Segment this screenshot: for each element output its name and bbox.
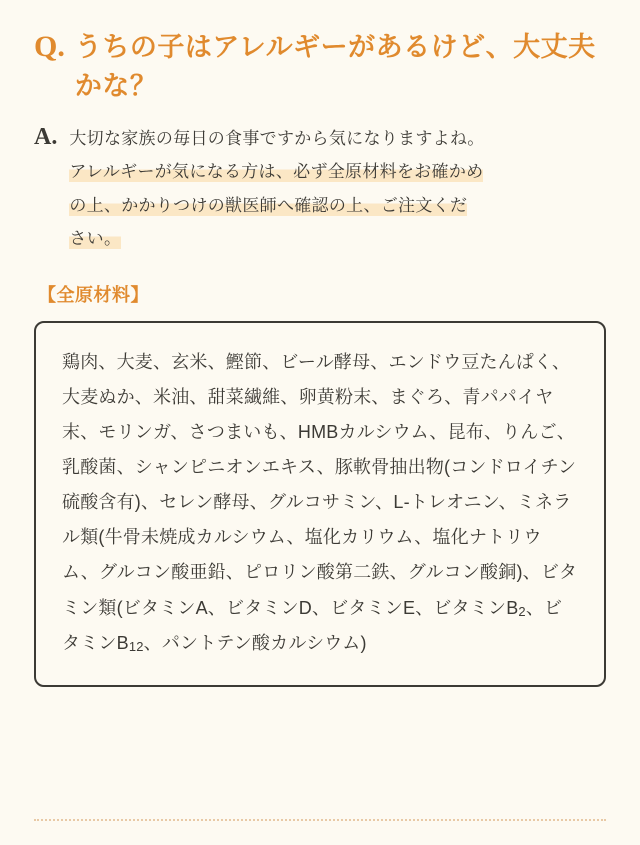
answer-line-3 bbox=[69, 189, 484, 222]
ingredients-box bbox=[34, 321, 606, 687]
question-block bbox=[34, 28, 606, 106]
answer-line-4 bbox=[69, 222, 484, 255]
section-divider bbox=[34, 819, 606, 823]
answer-line-2 bbox=[69, 155, 484, 188]
ingredients-heading: 【全原材料】 bbox=[38, 284, 149, 305]
answer-block bbox=[34, 122, 606, 255]
answer-marker: A. bbox=[34, 124, 58, 151]
ingredients-text: 鶏肉、大麦、玄米、鰹節、ビール酵母、エンドウ豆たんぱく、大麦ぬか、米油、甜菜繊維、卵黄粉末、まぐろ、青パパイヤ末、モリンガ、さつまいも、HMBカルシウム、昆布、りんご、乳酸菌、シャンピニオンエキス、豚軟骨抽出物(コンドロイチン硫酸含有)、セレン酵母、グルコサミン、L-トレオニン、ミネラル類(牛骨未焼成カルシウム、塩化カリウム、塩化ナトリウム、グルコン酸亜鉛、ピロリン酸第二鉄、グルコン酸銅)、ビタミン類(ビタミンA、ビタミンD、ビタミンE、ビタミン$B_2$、ビタミン$B_{12}$、パントテン酸カルシウム) bbox=[62, 351, 578, 654]
question-marker: Q. bbox=[34, 30, 65, 63]
question-text: うちの子はアレルギーがあるけど、大丈夫かな？ bbox=[74, 32, 596, 102]
answer-line-1: 大切な家族の毎日の食事ですから気になりますよね。 bbox=[69, 129, 485, 149]
answer-line-4-highlight: さい。 bbox=[69, 228, 122, 248]
answer-line-3-highlight: の上、かかりつけの獣医師へ確認の上、ご注文くだ bbox=[69, 195, 468, 215]
answer-text bbox=[69, 122, 484, 255]
answer-line-2-highlight: アレルギーが気になる方は、必ず全原材料をお確かめ bbox=[69, 162, 484, 182]
